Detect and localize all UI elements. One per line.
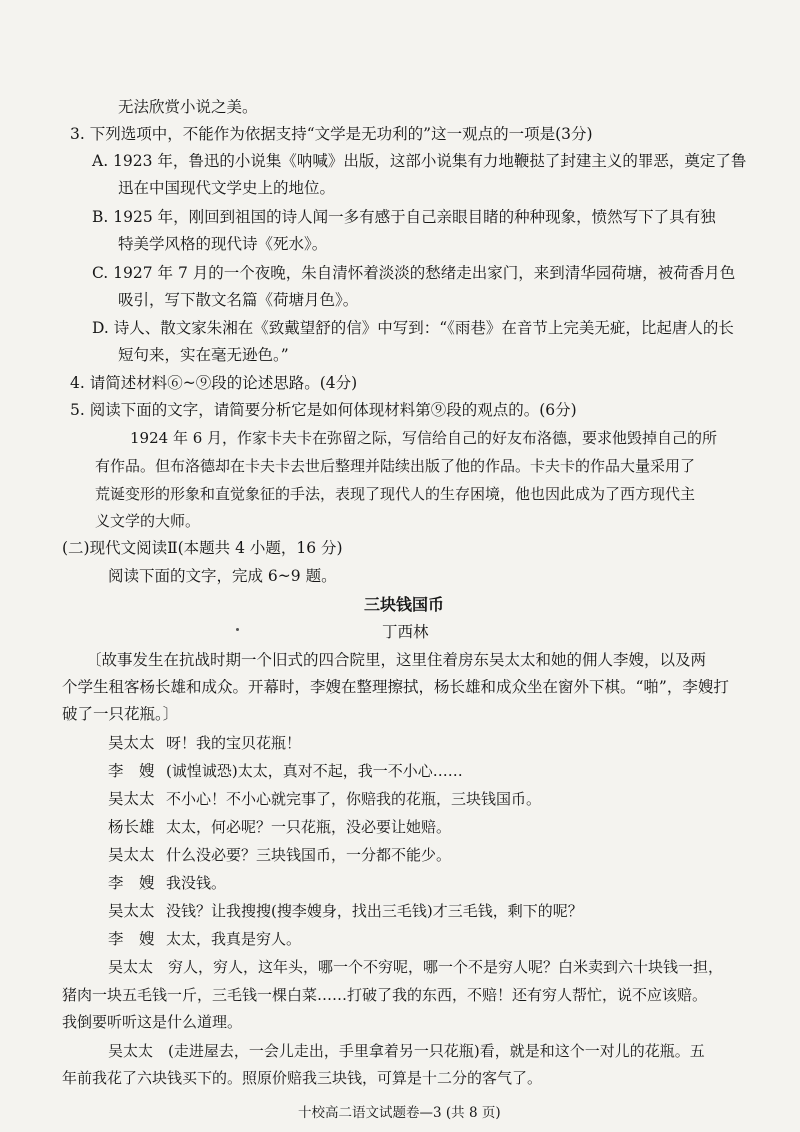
dialogue-line [108, 733, 301, 753]
dialogue-line [108, 901, 583, 921]
q5-passage-line2: 有作品。但布洛德却在卡夫卡去世后整理并陆续出版了他的作品。卡夫卡的作品大量采用了 [95, 457, 696, 475]
dialogue-text: 什么没必要？三块钱国币，一分都不能少。 [166, 846, 452, 864]
speaker-name: 杨长雄 [108, 818, 155, 836]
top-continuation: 无法欣赏小说之美。 [118, 98, 258, 116]
q3-option-c-line2: 吸引，写下散文名篇《荷塘月色》。 [118, 291, 359, 309]
story-intro-line2: 个学生租客杨长雄和成众。开幕时，李嫂在整理擦拭，杨长雄和成众坐在窗外下棋。“啪”，李嫂打 [62, 678, 729, 696]
q3-option-c-line1: C. 1927 年 7 月的一个夜晚，朱自清怀着淡淡的愁绪走出家门，来到清华园荷塘，被荷香月色 [92, 264, 736, 282]
speaker-name: 吴太太 [108, 846, 155, 864]
dialogue-text: 没钱？让我搜搜(搜李嫂身，找出三毛钱)才三毛钱，剩下的呢？ [166, 902, 583, 920]
q3-option-b-line2: 特美学风格的现代诗《死水》。 [118, 235, 328, 253]
dialogue-line [108, 761, 463, 781]
speaker-name: 李 嫂 [108, 874, 155, 892]
story-author: 丁西林 [382, 623, 429, 641]
story-para1-line1: 吴太太 穷人，穷人，这年头，哪一个不穷呢，哪一个不是穷人呢？白米卖到六十块钱一担， [108, 958, 724, 976]
section-2-instruction: 阅读下面的文字，完成 6~9 题。 [108, 567, 337, 585]
speaker-name: 吴太太 [108, 902, 155, 920]
q3-option-d-line1: D. 诗人、散文家朱湘在《致戴望舒的信》中写到：“《雨巷》在音节上完美无疵，比起唐人的长 [92, 319, 734, 337]
speaker-name: 李 嫂 [108, 762, 155, 780]
speaker-name: 吴太太 [108, 734, 155, 752]
dialogue-text: 不小心！不小心就完事了，你赔我的花瓶，三块钱国币。 [166, 790, 542, 808]
q3-option-b-line1: B. 1925 年，刚回到祖国的诗人闻一多有感于自己亲眼目睹的种种现象，愤然写下了具有独 [92, 208, 716, 226]
dialogue-line [108, 929, 301, 949]
story-para1-line3: 我倒要听听这是什么道理。 [62, 1013, 243, 1031]
speaker-name: 吴太太 [108, 790, 155, 808]
speck-mark [236, 628, 239, 631]
q3-option-d-line2: 短句来，实在毫无逊色。” [118, 346, 289, 364]
story-intro-line1: 〔故事发生在抗战时期一个旧式的四合院里，这里住着房东吴太太和她的佣人李嫂，以及两 [86, 651, 707, 669]
question-5-stem: 5. 阅读下面的文字，请简要分析它是如何体现材料第⑨段的观点的。(6分) [70, 401, 577, 419]
dialogue-line [108, 817, 451, 837]
dialogue-text: 我没钱。 [166, 874, 227, 892]
story-title: 三块钱国币 [364, 595, 445, 614]
speaker-name: 李 嫂 [108, 930, 155, 948]
page-footer: 十校高二语文试题卷—3 (共 8 页) [298, 1105, 501, 1121]
dialogue-line [108, 845, 451, 865]
section-2-heading: (二)现代文阅读Ⅱ(本题共 4 小题，16 分) [62, 539, 343, 557]
dialogue-text: (诚惶诚恐)太太，真对不起，我一不小心…… [166, 762, 463, 780]
story-intro-line3: 破了一只花瓶。〕 [62, 705, 179, 723]
dialogue-line [108, 873, 226, 893]
q5-passage-line3: 荒诞变形的形象和直觉象征的手法，表现了现代人的生存困境，他也因此成为了西方现代主 [95, 485, 696, 503]
dialogue-text: 太太，何必呢？一只花瓶，没必要让她赔。 [166, 818, 452, 836]
story-para1-line2: 猪肉一块五毛钱一斤，三毛钱一棵白菜……打破了我的东西，不赔！还有穷人帮忙，说不应该赔。 [62, 986, 708, 1004]
story-para2-line1: 吴太太 (走进屋去，一会儿走出，手里拿着另一只花瓶)看，就是和这个一对儿的花瓶。五 [108, 1042, 705, 1060]
dialogue-text: 太太，我真是穷人。 [166, 930, 302, 948]
story-para2-line2: 年前我花了六块钱买下的。照原价赔我三块钱，可算是十二分的客气了。 [62, 1069, 543, 1087]
q3-option-a-line1: A. 1923 年，鲁迅的小说集《呐喊》出版，这部小说集有力地鞭挞了封建主义的罪恶，奠定了鲁 [92, 152, 747, 170]
question-3-stem: 3. 下列选项中，不能作为依据支持“文学是无功利的”这一观点的一项是(3分) [70, 125, 593, 143]
dialogue-text: 呀！我的宝贝花瓶！ [166, 734, 302, 752]
q3-option-a-line2: 迅在中国现代文学史上的地位。 [118, 179, 336, 197]
q5-passage-line4: 义文学的大师。 [95, 512, 201, 530]
q5-passage-line1: 1924 年 6 月，作家卡夫卡在弥留之际，写信给自己的好友布洛德，要求他毁掉自己的所 [130, 429, 718, 447]
question-4: 4. 请简述材料⑥~⑨段的论述思路。(4分) [70, 374, 358, 392]
dialogue-line [108, 789, 541, 809]
